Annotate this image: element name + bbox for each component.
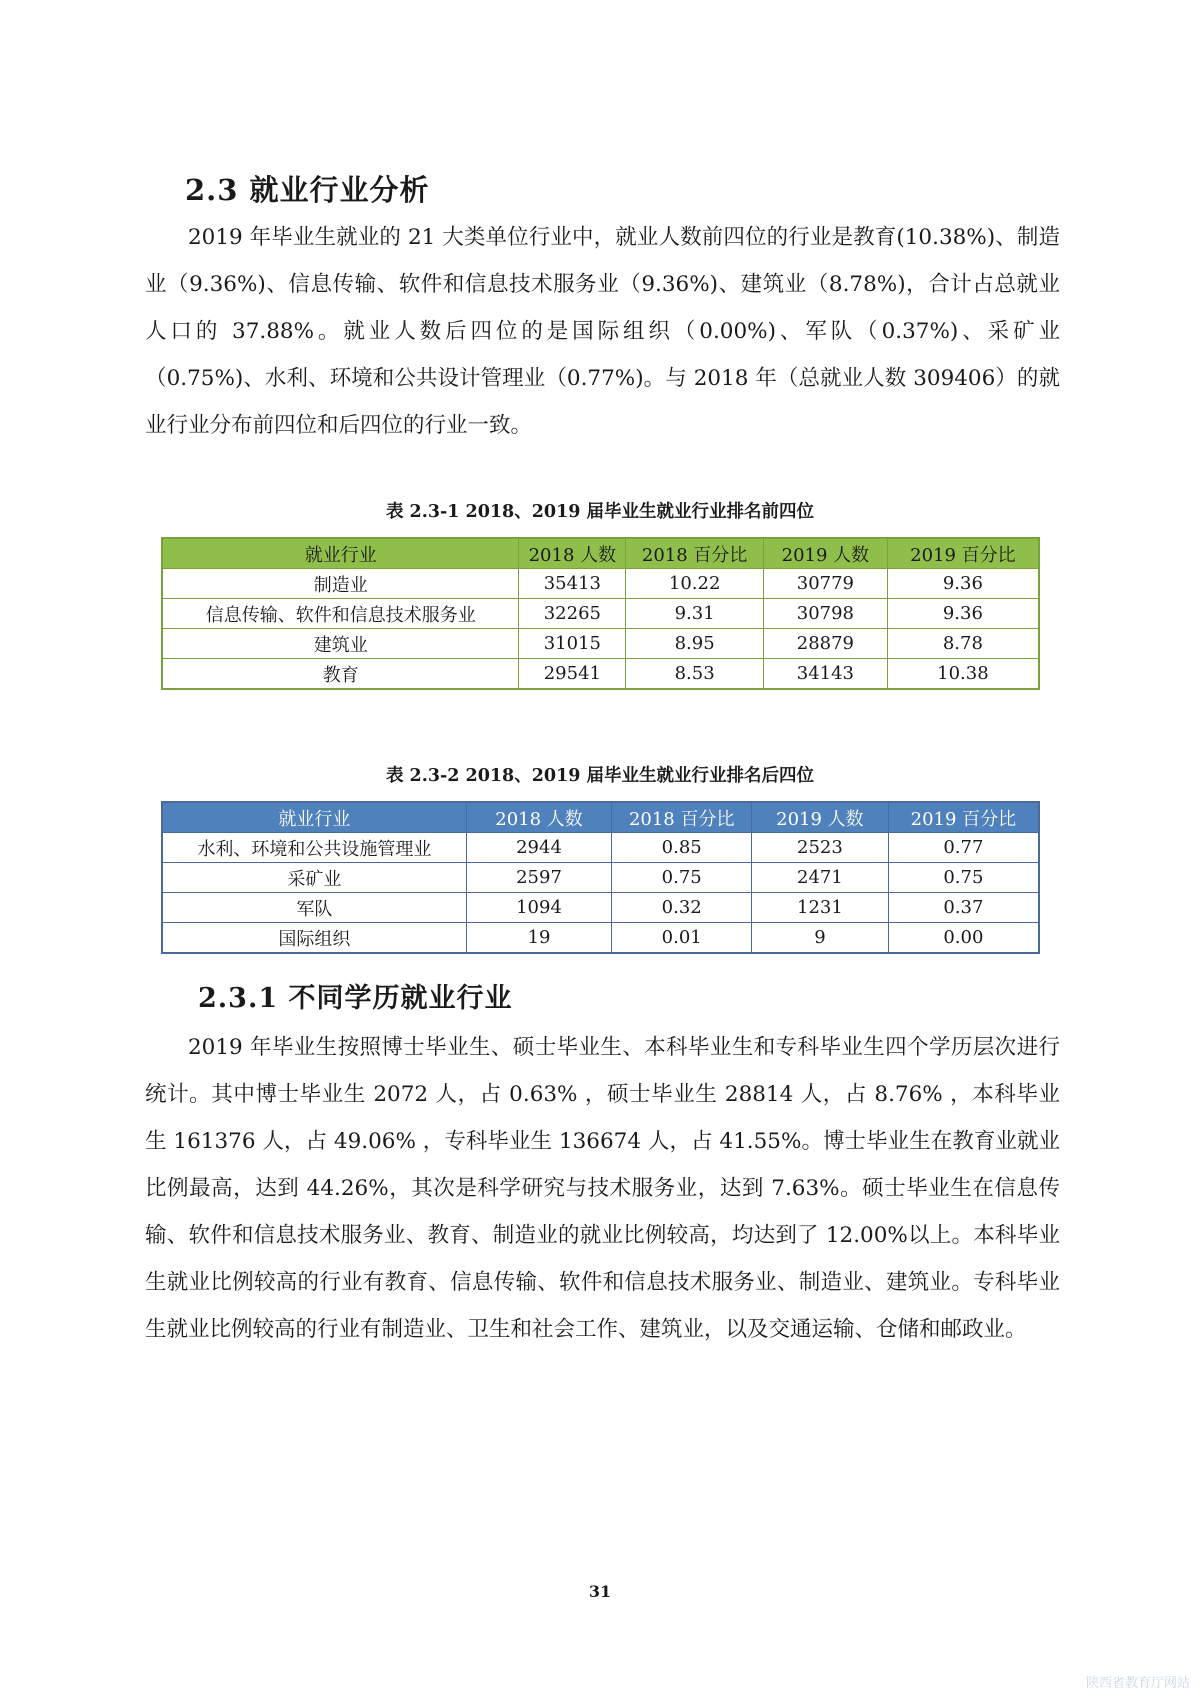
table-row xyxy=(162,569,1039,599)
table2-caption: 表 2.3-2 2018、2019 届毕业生就业行业排名后四位 xyxy=(385,766,815,786)
cell-2019-count: 30779 xyxy=(764,569,888,599)
site-watermark: 陕西省教育厅网站 xyxy=(1085,1676,1190,1691)
cell-2019-count: 28879 xyxy=(764,629,888,659)
cell-2019-count: 2523 xyxy=(752,833,889,863)
subsection-paragraph: 2019 年毕业生按照博士毕业生、硕士毕业生、本科毕业生和专科毕业生四个学历层次进行统计。其中博士毕业生 2072 人，占 0.63% ，硕士毕业生 28814 人，占 8.76% ，本科毕业生 161376 人，占 49.06% ，专科毕业生 136674 人，占 41.55%。博士毕业生在教育业就业比例最高，达到 44.26%，其次是科学研究与技术服务业，达到 7.63%。硕士毕业生在信息传输、软件和信息技术服务业、教育、制造业的就业比例较高，均达到了 12.00%以上。本科毕业生就业比例较高的行业有教育、信息传输、软件和信息技术服务业、制造业、建筑业。专科毕业生就业比例较高的行业有制造业、卫生和社会工作、建筑业，以及交通运输、仓储和邮政业。 xyxy=(145,1035,1060,1342)
header-industry: 就业行业 xyxy=(162,802,466,833)
cell-2019-count: 9 xyxy=(752,923,889,954)
cell-2019-count: 30798 xyxy=(764,599,888,629)
cell-2019-percent: 10.38 xyxy=(887,659,1039,690)
table-row xyxy=(162,599,1039,629)
header-2019-count: 2019 人数 xyxy=(752,802,889,833)
cell-2018-percent: 0.75 xyxy=(612,863,752,893)
section-paragraph: 2019 年毕业生就业的 21 大类单位行业中，就业人数前四位的行业是教育(10.38%)、制造业（9.36%)、信息传输、软件和信息技术服务业（9.36%)、建筑业（8.78%)，合计占总就业人口的 37.88%。就业人数后四位的是国际组织（0.00%)、军队（0.37%)、采矿业（0.75%)、水利、环境和公共设计管理业（0.77%)。与 2018 年（总就业人数 309406）的就业行业分布前四位和后四位的行业一致。 xyxy=(145,225,1060,438)
cell-2019-percent: 0.37 xyxy=(888,893,1039,923)
section-heading: 2.3 就业行业分析 xyxy=(185,173,430,207)
header-2018-percent: 2018 百分比 xyxy=(612,802,752,833)
cell-2019-count: 34143 xyxy=(764,659,888,690)
cell-2018-percent: 8.53 xyxy=(626,659,764,690)
cell-2018-percent: 0.01 xyxy=(612,923,752,954)
cell-2019-percent: 8.78 xyxy=(887,629,1039,659)
table-row xyxy=(162,893,1039,923)
cell-2018-percent: 0.32 xyxy=(612,893,752,923)
cell-industry: 建筑业 xyxy=(162,629,519,659)
header-2019-percent: 2019 百分比 xyxy=(887,538,1039,569)
cell-2018-percent: 9.31 xyxy=(626,599,764,629)
cell-2019-percent: 9.36 xyxy=(887,569,1039,599)
cell-2018-count: 19 xyxy=(466,923,612,954)
cell-2019-percent: 0.75 xyxy=(888,863,1039,893)
cell-2018-percent: 10.22 xyxy=(626,569,764,599)
page-number: 31 xyxy=(588,1582,612,1601)
header-2019-count: 2019 人数 xyxy=(764,538,888,569)
cell-industry: 军队 xyxy=(162,893,466,923)
header-industry: 就业行业 xyxy=(162,538,519,569)
table1-caption: 表 2.3-1 2018、2019 届毕业生就业行业排名前四位 xyxy=(385,502,815,522)
top-four-industries-table xyxy=(161,537,1040,690)
header-2018-count: 2018 人数 xyxy=(519,538,626,569)
cell-2019-percent: 9.36 xyxy=(887,599,1039,629)
cell-2018-count: 32265 xyxy=(519,599,626,629)
table-header-row xyxy=(162,802,1039,833)
cell-2018-count: 35413 xyxy=(519,569,626,599)
subsection-heading: 2.3.1 不同学历就业行业 xyxy=(198,983,513,1014)
cell-2019-percent: 0.00 xyxy=(888,923,1039,954)
cell-2018-count: 2597 xyxy=(466,863,612,893)
table-header-row xyxy=(162,538,1039,569)
cell-2018-percent: 8.95 xyxy=(626,629,764,659)
table-row xyxy=(162,629,1039,659)
cell-2018-count: 1094 xyxy=(466,893,612,923)
cell-industry: 制造业 xyxy=(162,569,519,599)
cell-industry: 水利、环境和公共设施管理业 xyxy=(162,833,466,863)
cell-industry: 国际组织 xyxy=(162,923,466,954)
cell-industry: 信息传输、软件和信息技术服务业 xyxy=(162,599,519,629)
cell-2018-count: 29541 xyxy=(519,659,626,690)
header-2018-count: 2018 人数 xyxy=(466,802,612,833)
header-2018-percent: 2018 百分比 xyxy=(626,538,764,569)
cell-industry: 教育 xyxy=(162,659,519,690)
table-row xyxy=(162,833,1039,863)
bottom-four-industries-table xyxy=(161,801,1040,954)
header-2019-percent: 2019 百分比 xyxy=(888,802,1039,833)
cell-industry: 采矿业 xyxy=(162,863,466,893)
cell-2018-count: 31015 xyxy=(519,629,626,659)
table-row xyxy=(162,923,1039,954)
table-row xyxy=(162,659,1039,690)
cell-2018-count: 2944 xyxy=(466,833,612,863)
cell-2019-count: 2471 xyxy=(752,863,889,893)
cell-2019-percent: 0.77 xyxy=(888,833,1039,863)
cell-2018-percent: 0.85 xyxy=(612,833,752,863)
table-row xyxy=(162,863,1039,893)
cell-2019-count: 1231 xyxy=(752,893,889,923)
